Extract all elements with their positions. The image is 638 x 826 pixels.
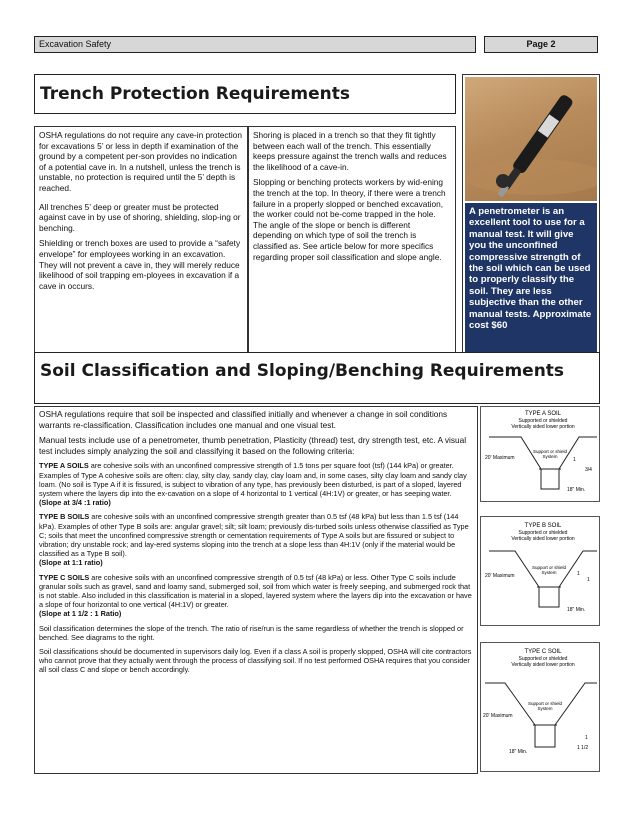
diagram-ratio-a: 1 xyxy=(587,577,590,583)
diagram-sys: System xyxy=(541,570,557,575)
paragraph: OSHA regulations require that soil be inspected and classified initially and whenever a change in soil conditions warrants re-classification. Classification includes one manual and one visual test. xyxy=(39,409,448,430)
diagram-sup: Support or shield xyxy=(527,701,563,706)
type-b-text: are cohesive soils with an unconfined compressive strength greater than 0.5 tsf (48 kPa) but less than 1.5 tsf (144 kPa). Examples of other Type B soils are: angular gravel; silt; silt loam; previously dis-turbed soils unless otherwise classified as Type C; soils that meet the unconfined compressive strength or cementation requirements of Type A soils but are fissured or subject to vibration; dry unstable rock; and lay-ered systems sloping into the trench at a slope less than 4H:1V (only if the material would be classified as a Type B soil). xyxy=(39,512,469,559)
type-c-diagram xyxy=(480,642,600,772)
type-c-slope: (Slope at 1 1/2 : 1 Ratio) xyxy=(39,609,122,619)
paragraph: Soil classification determines the slope of the trench. The ratio of rise/run is the same regardless of whether the trench is slopped or benched. See diagrams to the right. xyxy=(39,623,464,642)
penetrometer-icon xyxy=(465,77,597,201)
header-bar-right xyxy=(484,36,598,53)
diagram-sub2: Vertically sided lower portion xyxy=(511,536,575,542)
type-b-slope: (Slope at 1:1 ratio) xyxy=(39,558,103,568)
type-b-paragraph xyxy=(39,512,473,558)
type-b-diagram xyxy=(480,516,600,626)
diagram-min: 18" Min. xyxy=(567,487,586,493)
type-c-label: TYPE C SOILS xyxy=(39,572,90,582)
header-title: Excavation Safety xyxy=(39,39,112,49)
paragraph: All trenches 5’ deep or greater must be protected against cave in by use of shoring, shielding, slop-ing or benching. xyxy=(39,201,241,233)
page-number: Page 2 xyxy=(526,39,556,49)
soil-text-column xyxy=(34,406,478,774)
diagram-ratio-b: 1 xyxy=(577,571,580,577)
section2-title-box xyxy=(34,352,600,404)
section1-title-box xyxy=(34,74,456,114)
diagram-title: TYPE A SOIL xyxy=(524,411,562,417)
diagram-max: 20' Maximum xyxy=(485,455,515,461)
photo-frame xyxy=(462,74,600,369)
type-a-slope: (Slope at 3/4 :1 ratio) xyxy=(39,498,111,508)
diagram-sup: Support or shield xyxy=(531,565,567,570)
diagram-title: TYPE C SOIL xyxy=(524,649,562,655)
diagram-min: 18" Min. xyxy=(509,749,528,755)
paragraph: Manual tests include use of a penetrometer, thumb penetration, Plasticity (thread) test, dry strength test, etc. A visual test includes simply analyzing the soil and classifying it based on the following criteria: xyxy=(39,435,467,456)
diagram-ratio-b: 1 xyxy=(573,457,576,463)
diagram-sub2: Vertically sided lower portion xyxy=(511,424,575,430)
diagram-ratio-b: 1 1/2 xyxy=(577,745,589,751)
diagram-sub1: Supported or shielded xyxy=(518,656,568,662)
diagram-title: TYPE B SOIL xyxy=(524,523,562,529)
penetrometer-photo xyxy=(465,77,597,201)
type-a-text: are cohesive soils with an unconfined compressive strength of 1.5 tons per square foot (tsf) (144 kPa) or greater. Examples of Type A cohesive soils are often: clay, silty clay, sandy clay, clay loam and, in some cases, silty clay loam and sandy clay loam. (No soil is Type A if it is fissured, is subject to vibration of any type, has previously been disturbed, is part of a sloped, layered system where the layers dip into the ex-cavation on a slope of 4 horizontal to 1 vertical (4H:1V) or greater, or has seeping water. xyxy=(39,461,467,498)
diagram-sys: System xyxy=(537,706,553,711)
diagram-max: 20' Maximum xyxy=(485,573,515,579)
type-a-diagram-svg xyxy=(481,407,599,501)
paragraph: Soil classifications should be documented in supervisors daily log. Even if a class A soil is properly slopped, OSHA will cite contractors who cannot prove that they actually went through the process of classifying soil. If no test performed OSHA requires that you consider all soil class C and slope or bench accordingly. xyxy=(39,647,472,675)
type-c-diagram-svg xyxy=(481,643,599,771)
section1-col2 xyxy=(248,126,456,368)
section1-col1 xyxy=(34,126,248,368)
photo-caption: A penetrometer is an excellent tool to use for a manual test. It will give you the unconfined compressive strength of the soil which can be used to properly classify the soil. They are less subjective than the other manual tests. Approximate cost $60 xyxy=(465,203,597,366)
diagram-sys: System xyxy=(542,454,558,459)
header-bar-left xyxy=(34,36,476,53)
diagram-ratio-a: 3/4 xyxy=(585,467,592,473)
paragraph: Slopping or benching protects workers by wid-ening the trench at the top. In theory, if there were a trench failure in a properly slopped or benched excavation, the worker could not be-come trapped in the hole. The angle of the slope or bench is different depending on which type of soil the trench is classified as. See article below for more specifics regarding proper soil classification and slope angle. xyxy=(253,177,446,262)
section2-title: Soil Classification and Sloping/Benching Requirements xyxy=(40,361,565,381)
paragraph: Shoring is placed in a trench so that they fit tightly between each wall of the trench. This essentially keeps pressure against the trench walls and reduces the likelihood of a cave-in. xyxy=(253,130,447,172)
type-c-paragraph xyxy=(39,573,473,610)
type-a-label: TYPE A SOILS xyxy=(39,461,89,471)
section1-title: Trench Protection Requirements xyxy=(40,84,350,104)
diagram-sub1: Supported or shielded xyxy=(518,530,568,536)
type-c-text: are cohesive soils with an unconfined compressive strength of 0.5 tsf (48 kPa) or less. Other Type C soils include granular soils such as gravel, sand and loamy sand, submerged soil, soil from which water is freely seeping, and submerged rock that is not stable. Also included in this classification is material in a sloped, layered system where the layers dip into the excavation or have a slope of four horizontal to one vertical (4H:1V) or greater. xyxy=(39,572,472,610)
diagram-sub1: Supported or shielded xyxy=(518,418,568,424)
type-a-diagram xyxy=(480,406,600,502)
diagram-ratio-a: 1 xyxy=(585,735,588,741)
diagram-sup: Support or shield xyxy=(532,449,568,454)
paragraph: Shielding or trench boxes are used to provide a “safety envelope” for employees working in an excavation. They will not prevent a cave in, they will merely reduce likelihood of soil trapping em-ployees in excavation if a cave in occurs. xyxy=(39,238,241,291)
type-b-label: TYPE B SOILS xyxy=(39,512,90,522)
diagram-column xyxy=(480,406,600,774)
type-b-diagram-svg xyxy=(481,517,599,625)
paragraph: OSHA regulations do not require any cave-in protection for excavations 5’ or less in depth if examination of the ground by a competent per-son provides no indication of a potential cave in. In a nutshell, unless the trench is unstable, no protection is required until the 5’ depth is reached. xyxy=(39,130,242,193)
diagram-sub2: Vertically sided lower portion xyxy=(511,662,575,668)
diagram-min: 18" Min. xyxy=(567,607,586,613)
type-a-paragraph xyxy=(39,461,473,498)
diagram-max: 20' Maximum xyxy=(483,713,513,719)
